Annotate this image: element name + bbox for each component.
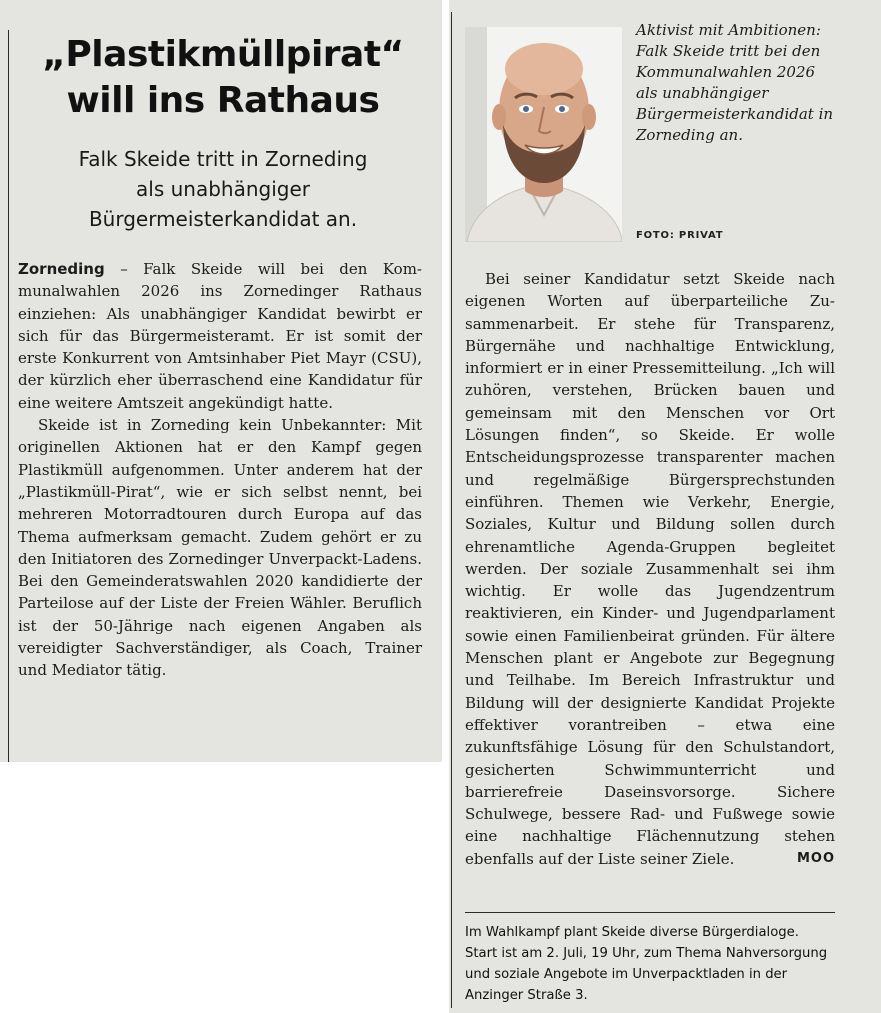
paragraph-3: [465, 268, 835, 870]
infobox-rule: [465, 912, 835, 913]
portrait-illustration: [465, 27, 622, 242]
headline-line-1: „Plastikmüllpirat“: [42, 34, 404, 75]
subhead-line-3: Bürgermeisterkandidat an.: [88, 207, 358, 231]
author-initials: MOO: [796, 850, 835, 866]
left-column-rule: [8, 30, 9, 762]
paragraph-2: Skeide ist in Zorneding kein Unbekannter: Mit originellen Aktionen hat er den Kampf gegen Plastikmüll aufgenommen. Unter anderem hat der „Plastikmüll-Pirat“, wie er sich selbst nennt, bei mehreren Motorradtouren durch Europa auf das Thema aufmerksam gemacht. Zudem gehört er zu den Initiatoren des Zornedinger Unverpackt-Ladens. Bei den Gemeinderatswahlen 2020 kandidierte der Parteilose auf der Liste der Freien Wähler. Beruflich ist der 50-Jährige nach eigenen Angaben als vereidigter Sachverständiger, als Coach, Trainer und Mediator tätig.: [18, 416, 422, 680]
paragraph-3-text: Bei seiner Kandidatur setzt Skeide nach eigenen Worten auf überparteiliche Zusammenarbeit. Er stehe für Transparenz, Bürgernähe und nachhaltige Entwicklung, informiert er in einer Pressemitteilung. „Ich will zuhören, verstehen, Brücken bauen und gemeinsam mit den Menschen vor Ort Lösungen finden“, so Skeide. Er wolle Entscheidungsprozesse transparenter machen und regelmäßige Bürgersprechstunden einführen. Themen wie Verkehr, Energie, Soziales, Kultur und Bildung sollen durch ehrenamtliche Agenda-Gruppen begleitet werden. Der soziale Zusammenhalt sei ihm wichtig. Er wolle das Jugendzentrum reaktivieren, ein Kinder- und Jugendparlament sowie einen Familienbeirat gründen. Für ältere Menschen plant er Angebote zur Begegnung und Teilhabe. Im Bereich Infrastruktur und Bildung will der designierte Kandidat Projekte effektiver vorantreiben – etwa eine zukunftsfähige Lösung für den Schulstandort, gesicherten Schwimmunterricht und barrierefreie Daseinsvorsorge. Sichere Schulwege, bessere Rad- und Fußwege sowie eine nachhaltige Flächennutzung stehen ebenfalls auf der Liste seiner Ziele.: [465, 270, 835, 868]
headline-line-2: will ins Rathaus: [66, 80, 380, 121]
article-body-left: [18, 258, 422, 682]
portrait-photo-icon: [465, 27, 622, 242]
paragraph-1-text: – Falk Skeide will bei den Kommunalwahlen 2026 ins Zornedinger Rathaus einziehen: Als unabhängiger Kandidat bewirbt er sich für das Bürgermeisteramt. Er ist somit der erste Konkurrent von Amtsinhaber Piet Mayr (CSU), der kürzlich eher überraschend eine Kandidatur für eine weitere Amtszeit angekündigt hatte.: [18, 260, 422, 412]
headline: [18, 32, 428, 124]
subhead-line-1: Falk Skeide tritt in Zorneding: [78, 147, 368, 171]
right-column-rule: [451, 12, 452, 1008]
article-body-right: [465, 268, 835, 870]
dateline: Zorneding: [18, 260, 105, 278]
subhead-line-2: als unabhängiger: [136, 177, 310, 201]
subheadline: [18, 144, 428, 234]
paragraph-1: [18, 258, 422, 414]
photo-caption: Aktivist mit Ambitionen: Falk Skeide tritt bei den Kommunalwahlen 2026 als unabhängiger Bürgermeisterkandidat in Zorneding an.: [636, 21, 834, 144]
info-box: [465, 922, 835, 1006]
photo-credit: FOTO: PRIVAT: [636, 230, 724, 241]
info-box-text: Im Wahlkampf plant Skeide diverse Bürgerdialoge. Start ist am 2. Juli, 19 Uhr, zum Thema Nahversorgung und soziale Angebote im Unverpacktladen in der Anzinger Straße 3.: [465, 925, 828, 1003]
